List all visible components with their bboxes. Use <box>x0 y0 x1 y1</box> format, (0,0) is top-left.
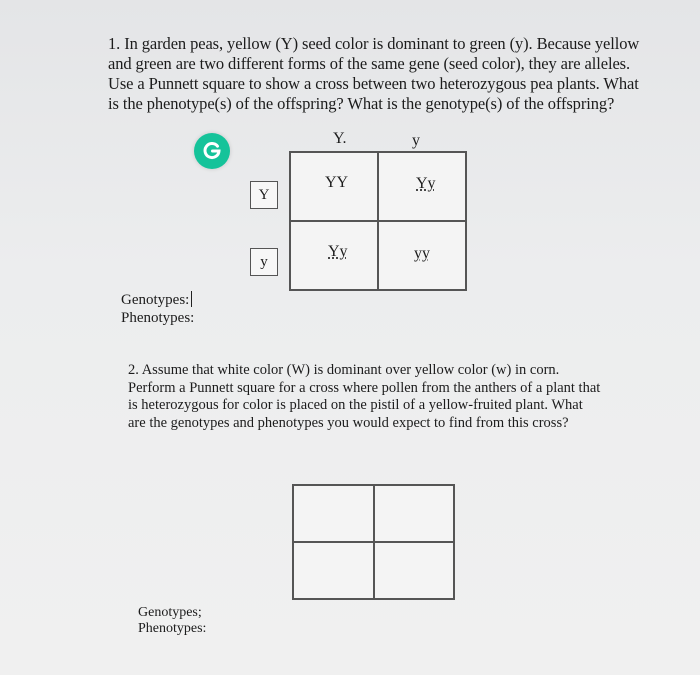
punnett-square-2 <box>292 484 455 600</box>
grammarly-g-glyph <box>201 140 223 162</box>
punnett-2-cell[interactable] <box>293 485 374 542</box>
punnett-1-cell[interactable] <box>290 152 378 221</box>
question-2-line: is heterozygous for color is placed on the pistil of a yellow-fruited plant. What <box>128 397 583 413</box>
q2-phenotypes-label[interactable]: Phenotypes: <box>138 621 207 636</box>
question-1-line: 1. In garden peas, yellow (Y) seed color is dominant to green (y). Because yellow <box>108 34 640 53</box>
punnett-2-cell[interactable] <box>374 485 455 542</box>
genotypes-label-text: Genotypes: <box>121 292 190 308</box>
row-header-text: Y <box>258 186 270 203</box>
punnett-2-cell[interactable] <box>374 542 455 599</box>
punnett-2-cell[interactable] <box>293 542 374 599</box>
cell-text: yy <box>414 245 430 262</box>
question-1-line: and green are two different forms of the same gene (seed color), they are alleles. <box>108 54 631 73</box>
punnett-1-cell[interactable] <box>290 221 378 290</box>
text-cursor <box>191 291 192 307</box>
punnett-square-1 <box>289 151 467 291</box>
q2-genotypes-label[interactable]: Genotypes; <box>138 605 202 620</box>
row-header-text: y <box>260 253 268 270</box>
q1-genotypes-label[interactable] <box>121 291 192 309</box>
question-2-line: Perform a Punnett square for a cross where pollen from the anthers of a plant that <box>128 379 601 396</box>
cell-text: Yy <box>328 243 348 260</box>
grammarly-g-icon[interactable] <box>194 133 230 169</box>
cell-text: Yy <box>416 175 436 192</box>
punnett-1-row-header <box>250 181 278 209</box>
punnett-1-col-header: y <box>412 132 420 149</box>
question-1-text <box>108 34 668 114</box>
punnett-1-cell[interactable] <box>378 152 466 221</box>
question-2-line: 2. Assume that white color (W) is dominant over yellow color (w) in corn. <box>128 362 560 378</box>
question-1-line: is the phenotype(s) of the offspring? What is the genotype(s) of the offspring? <box>108 94 615 113</box>
question-2-text <box>128 362 648 432</box>
cell-text: YY <box>325 174 349 191</box>
q1-phenotypes-label[interactable]: Phenotypes: <box>121 310 195 326</box>
punnett-1-cell[interactable] <box>378 221 466 290</box>
question-2-line: are the genotypes and phenotypes you would expect to find from this cross? <box>128 414 569 431</box>
punnett-1-col-header: Y. <box>333 130 347 147</box>
punnett-1-row-header <box>250 248 278 276</box>
question-1-line: Use a Punnett square to show a cross between two heterozygous pea plants. What <box>108 74 639 93</box>
